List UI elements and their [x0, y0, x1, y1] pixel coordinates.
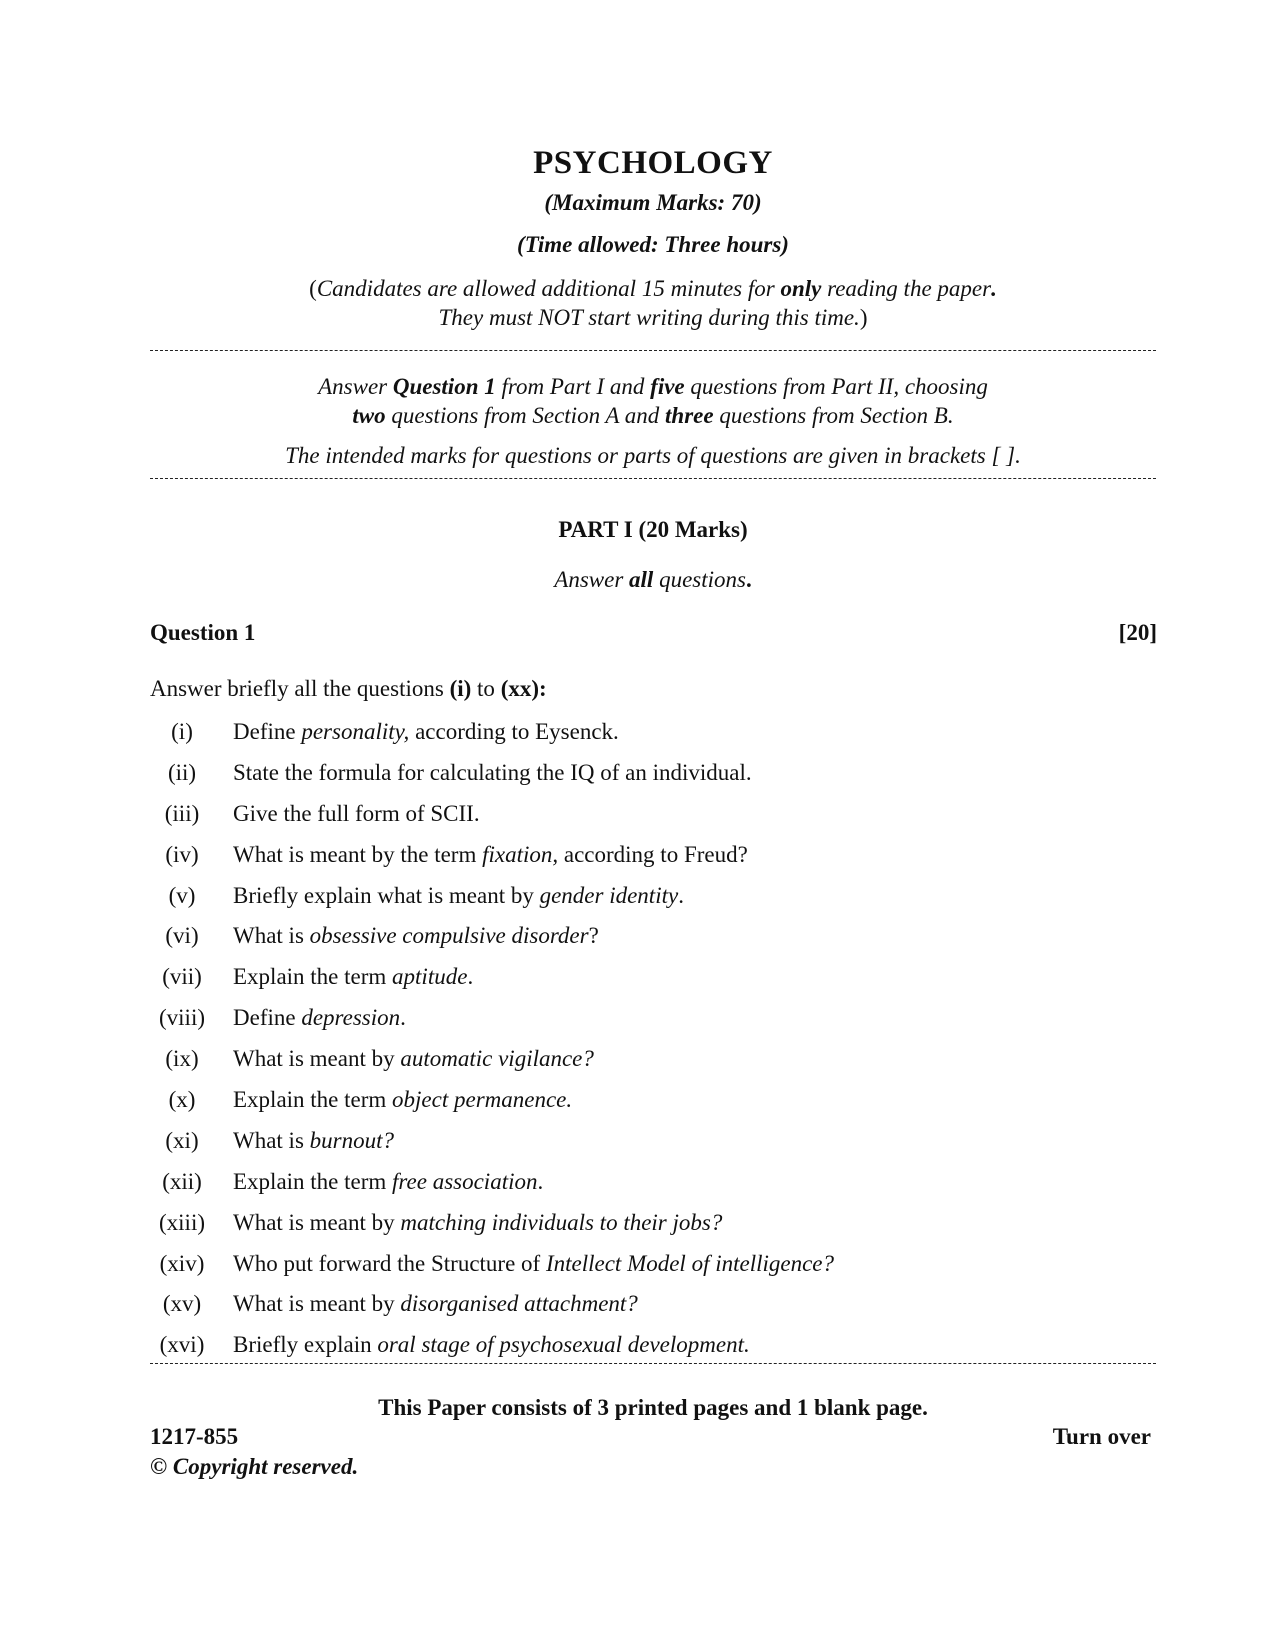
item-text-plain: Briefly explain what is meant by	[233, 882, 540, 908]
item-text-italic: depression	[301, 1005, 401, 1031]
list-item	[150, 835, 1156, 876]
intro-text: to	[471, 676, 501, 701]
item-text-plain: Define	[233, 1005, 302, 1031]
item-number: (iii)	[164, 800, 200, 826]
reading-emph-only: only	[780, 276, 822, 301]
item-number: (iv)	[165, 841, 199, 867]
item-text-italic: matching individuals to their jobs?	[400, 1209, 723, 1235]
list-item	[150, 1080, 1156, 1121]
item-number: (viii)	[159, 1005, 205, 1031]
instr-text: Answer	[318, 374, 393, 399]
list-item	[150, 998, 1156, 1039]
item-text-italic: aptitude	[392, 964, 468, 990]
reading-time-note	[150, 274, 1156, 332]
question-intro	[150, 676, 547, 702]
question-list	[150, 712, 1156, 1366]
item-text-plain: .	[400, 1005, 406, 1031]
question-heading: Question 1	[150, 620, 256, 645]
paren-close: )	[859, 305, 868, 330]
item-text	[233, 1203, 722, 1244]
item-number: (xiv)	[159, 1250, 205, 1276]
turn-over: Turn over	[1052, 1424, 1151, 1449]
item-text	[233, 1121, 394, 1162]
item-text-plain: What is meant by the term	[233, 841, 483, 867]
instr-text: from Part I and	[495, 374, 651, 399]
item-text-plain: What is meant by	[233, 1209, 401, 1235]
item-text-plain: What is meant by	[233, 1291, 401, 1317]
list-item	[150, 753, 1156, 794]
list-item	[150, 957, 1156, 998]
list-item	[150, 876, 1156, 917]
item-text	[233, 1039, 594, 1080]
list-item	[150, 1325, 1156, 1366]
instr-emph: Question 1	[392, 374, 496, 399]
item-text-plain: ?	[588, 923, 599, 949]
time-allowed: (Time allowed: Three hours)	[517, 232, 789, 257]
item-text-italic: obsessive compulsive disorder	[309, 923, 589, 949]
list-item	[150, 1284, 1156, 1325]
item-text	[233, 753, 752, 794]
item-text-plain: Explain the term	[233, 964, 393, 990]
divider-middle	[150, 478, 1156, 479]
instr-text: questions from Part II, choosing	[684, 374, 988, 399]
item-text	[233, 916, 599, 957]
item-text	[233, 876, 684, 917]
item-text-plain: .	[678, 882, 684, 908]
intro-emph: (i)	[449, 676, 472, 701]
list-item	[150, 712, 1156, 753]
item-text	[233, 794, 480, 835]
question-marks: [20]	[1118, 620, 1157, 645]
item-text-plain: according to Eysenck.	[409, 719, 619, 744]
list-item	[150, 916, 1156, 957]
reading-period: .	[991, 276, 997, 301]
page-title: PSYCHOLOGY	[533, 145, 773, 181]
item-text-italic: fixation,	[482, 841, 559, 867]
answer-text: questions	[653, 567, 746, 592]
answer-period: .	[745, 567, 752, 592]
item-text-plain: What is	[233, 923, 310, 949]
answer-all-note	[150, 567, 1156, 593]
item-text-plain: according to Freud?	[558, 841, 748, 867]
instr-emph: two	[352, 403, 386, 428]
item-text-italic: burnout?	[309, 1127, 394, 1153]
item-number: (xi)	[165, 1127, 199, 1153]
item-text-plain: .	[467, 964, 474, 990]
item-text	[233, 957, 473, 998]
instr-text: questions from Section B.	[713, 403, 954, 428]
item-text-plain: Define	[233, 719, 302, 744]
list-item	[150, 794, 1156, 835]
item-text-italic: oral stage of psychosexual development.	[377, 1332, 750, 1358]
item-number: (vi)	[165, 923, 199, 949]
item-text-plain: What is	[233, 1127, 310, 1153]
part-title: PART I (20 Marks)	[558, 517, 748, 542]
item-text-plain: .	[537, 1168, 544, 1194]
item-text-plain: Give the full form of SCII.	[233, 800, 480, 826]
item-text-italic: disorganised attachment?	[400, 1291, 638, 1317]
item-text-plain: Briefly explain	[233, 1332, 378, 1358]
item-number: (i)	[171, 719, 193, 744]
item-text	[233, 998, 406, 1039]
item-text-italic: personality,	[301, 719, 410, 744]
item-text	[233, 1162, 543, 1203]
item-text-italic: Intellect Model of intelligence?	[545, 1250, 834, 1276]
intro-emph: (xx):	[500, 676, 547, 701]
item-number: (ii)	[167, 759, 197, 785]
item-text	[233, 835, 748, 876]
list-item	[150, 1121, 1156, 1162]
instr-emph: three	[665, 403, 714, 428]
pages-note: This Paper consists of 3 printed pages and 1 blank page.	[378, 1395, 928, 1420]
copyright: © Copyright reserved.	[150, 1454, 359, 1479]
item-number: (vii)	[162, 964, 202, 990]
list-item	[150, 1039, 1156, 1080]
item-text-plain: What is meant by	[233, 1046, 401, 1072]
item-text-plain: Explain the term	[233, 1087, 393, 1113]
intro-text: Answer briefly all the questions	[150, 676, 450, 701]
item-number: (xiii)	[159, 1209, 205, 1235]
reading-text-3: They must NOT start writing during this time.	[438, 305, 860, 330]
item-text-plain: Who put forward the Structure of	[233, 1250, 546, 1276]
instructions	[150, 372, 1156, 430]
item-number: (v)	[168, 882, 196, 908]
item-text-italic: free association	[392, 1168, 538, 1194]
instr-emph: five	[650, 374, 685, 399]
divider-top	[150, 350, 1156, 351]
answer-emph: all	[629, 567, 654, 592]
reading-text-1: Candidates are allowed additional 15 minutes for	[316, 276, 781, 301]
item-text	[233, 1284, 638, 1325]
item-text-plain: State the formula for calculating the IQ of an individual.	[233, 759, 752, 785]
item-text-italic: automatic vigilance?	[400, 1046, 594, 1072]
item-text	[233, 1325, 750, 1366]
item-text	[233, 1244, 834, 1285]
item-text-italic: gender identity	[539, 882, 679, 908]
item-number: (xv)	[162, 1291, 202, 1317]
item-number: (ix)	[165, 1046, 199, 1072]
instr-text: questions from Section A and	[385, 403, 666, 428]
item-text-plain: Explain the term	[233, 1168, 393, 1194]
answer-text: Answer	[554, 567, 630, 592]
paper-code: 1217-855	[150, 1424, 239, 1449]
item-text	[233, 1080, 572, 1121]
reading-text-2: reading the paper	[821, 276, 992, 301]
marks-note: The intended marks for questions or parts of questions are given in brackets [ ].	[285, 443, 1021, 468]
paren-open: (	[309, 276, 317, 301]
divider-bottom	[150, 1363, 1156, 1364]
item-number: (x)	[168, 1087, 196, 1113]
item-number: (xvi)	[159, 1332, 205, 1358]
list-item	[150, 1244, 1156, 1285]
item-number: (xii)	[162, 1168, 202, 1194]
list-item	[150, 1162, 1156, 1203]
list-item	[150, 1203, 1156, 1244]
item-text-italic: object permanence.	[392, 1087, 573, 1113]
max-marks: (Maximum Marks: 70)	[544, 190, 762, 215]
item-text	[233, 712, 619, 753]
